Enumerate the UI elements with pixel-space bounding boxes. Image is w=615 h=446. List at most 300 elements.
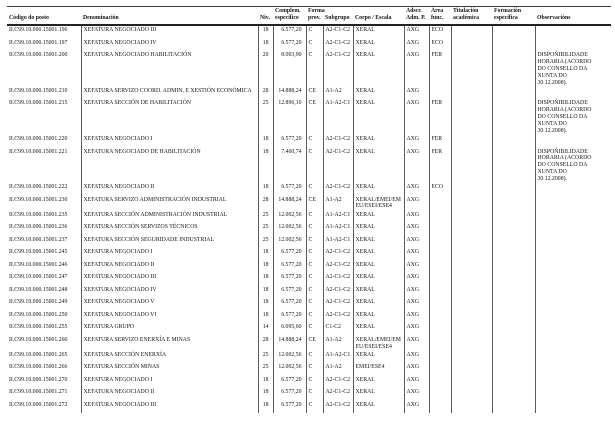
table-header [7, 7, 611, 25]
cell-forma-provision: C [306, 350, 323, 363]
cell-observacions [535, 323, 611, 336]
cell-nivel: 18 [258, 298, 273, 311]
cell-forma-provision: CE [306, 86, 323, 99]
cell-corpo-escala: XERAL [353, 400, 404, 413]
cell-codigo: II.C99.10.000.15001.235 [9, 211, 68, 218]
cell-codigo: II.C99.10.000.15001.271 [9, 389, 68, 396]
table-row [7, 223, 611, 236]
table-row [7, 260, 611, 273]
cell-formacion [492, 335, 535, 350]
cell-subgrupo: A2-C1-C2 [323, 38, 353, 51]
cell-adscricion: AXG [404, 323, 429, 336]
cell-corpo-escala: XERAL [353, 223, 404, 236]
cell-complemento: 6.577,20 [273, 298, 306, 311]
cell-nivel: 18 [258, 310, 273, 323]
cell-subgrupo: A2-C1-C2 [323, 388, 353, 401]
cell-codigo: II.C99.10.000.15001.200 [9, 52, 68, 59]
cell-observacions [535, 195, 611, 210]
cell-forma-provision: C [306, 285, 323, 298]
cell-corpo-escala: XERAL [353, 135, 404, 148]
cell-denominacion: XEFATURA NEGOCIADO II [81, 183, 258, 196]
cell-adscricion: AXG [404, 183, 429, 196]
cell-nivel: 28 [258, 335, 273, 350]
cell-formacion [492, 135, 535, 148]
header-subgrupo: Subgrupo [325, 14, 350, 21]
cell-adscricion: AXG [404, 147, 429, 183]
cell-nivel: 18 [258, 273, 273, 286]
header-denominacion: Denominación [83, 14, 119, 21]
cell-formacion [492, 248, 535, 261]
cell-adscricion: AXG [404, 99, 429, 135]
cell-complemento: 14.888,24 [273, 335, 306, 350]
cell-formacion [492, 285, 535, 298]
cell-titulacion [451, 183, 492, 196]
cell-nivel: 18 [258, 135, 273, 148]
cell-titulacion [451, 135, 492, 148]
cell-adscricion: AXG [404, 375, 429, 388]
cell-area-funcional [429, 223, 451, 236]
cell-titulacion [451, 363, 492, 376]
cell-area-funcional [429, 388, 451, 401]
cell-formacion [492, 400, 535, 413]
cell-forma-provision: C [306, 400, 323, 413]
cell-subgrupo: C1-C2 [323, 323, 353, 336]
cell-formacion [492, 375, 535, 388]
cell-subgrupo: A1-A2-C1 [323, 210, 353, 223]
cell-nivel: 18 [258, 285, 273, 298]
cell-complemento: 14.888,24 [273, 86, 306, 99]
cell-forma-provision: C [306, 135, 323, 148]
table-row [7, 350, 611, 363]
cell-subgrupo: A2-C1-C2 [323, 135, 353, 148]
cell-forma-provision: C [306, 310, 323, 323]
cell-codigo: II.C99.10.000.15001.210 [9, 87, 68, 94]
cell-adscricion: AXG [404, 273, 429, 286]
cell-codigo: II.C99.10.000.15001.250 [9, 311, 68, 318]
cell-titulacion [451, 350, 492, 363]
cell-denominacion: XEFATURA NEGOCIADO V [81, 298, 258, 311]
cell-observacions [535, 86, 611, 99]
cell-formacion [492, 273, 535, 286]
cell-denominacion: XEFATURA NEGOCIADO HABILITACIÓN [81, 51, 258, 87]
cell-corpo-escala: XERAL [353, 86, 404, 99]
cell-adscricion: AXG [404, 298, 429, 311]
cell-observacions [535, 235, 611, 248]
cell-adscricion: AXG [404, 388, 429, 401]
cell-subgrupo: A2-C1-C2 [323, 273, 353, 286]
cell-titulacion [451, 335, 492, 350]
cell-codigo: II.C99.10.000.15001.255 [9, 324, 68, 331]
cell-adscricion: AXG [404, 363, 429, 376]
cell-forma-provision: C [306, 235, 323, 248]
table-row [7, 310, 611, 323]
cell-subgrupo: A1-A2 [323, 363, 353, 376]
cell-codigo: II.C99.10.000.15001.236 [9, 224, 68, 231]
cell-codigo: II.C99.10.000.15001.248 [9, 286, 68, 293]
cell-adscricion: AXG [404, 51, 429, 87]
table-row [7, 195, 611, 210]
header-nivel: Niv. [260, 14, 270, 21]
cell-area-funcional [429, 310, 451, 323]
table-row [7, 25, 611, 39]
cell-codigo: II.C99.10.000.15001.272 [9, 401, 68, 408]
cell-forma-provision: CE [306, 99, 323, 135]
table-row [7, 248, 611, 261]
cell-subgrupo: A2-C1-C2 [323, 375, 353, 388]
cell-forma-provision: C [306, 260, 323, 273]
cell-denominacion: XEFATURA SECCIÓN ENERXÍA [81, 350, 258, 363]
cell-nivel: 20 [258, 51, 273, 87]
cell-subgrupo: A1-A2 [323, 335, 353, 350]
cell-titulacion [451, 285, 492, 298]
cell-codigo: II.C99.10.000.15001.196 [9, 27, 68, 34]
cell-nivel: 14 [258, 323, 273, 336]
cell-codigo: II.C99.10.000.15001.247 [9, 274, 68, 281]
cell-denominacion: XEFATURA NEGOCIADO II [81, 260, 258, 273]
cell-titulacion [451, 260, 492, 273]
cell-corpo-escala: XERAL [353, 25, 404, 39]
cell-titulacion [451, 375, 492, 388]
cell-forma-provision: C [306, 323, 323, 336]
cell-corpo-escala: XERAL [353, 260, 404, 273]
cell-area-funcional: FER [429, 99, 451, 135]
cell-area-funcional [429, 400, 451, 413]
cell-codigo: II.C99.10.000.15001.221 [9, 148, 68, 155]
cell-formacion [492, 260, 535, 273]
table-row [7, 400, 611, 413]
cell-area-funcional [429, 273, 451, 286]
cell-corpo-escala: XERAL [353, 99, 404, 135]
cell-nivel: 25 [258, 235, 273, 248]
cell-observacions [535, 375, 611, 388]
table-row [7, 99, 611, 135]
cell-formacion [492, 323, 535, 336]
cell-denominacion: XEFATURA NEGOCIADO I [81, 135, 258, 148]
cell-nivel: 18 [258, 248, 273, 261]
table-row [7, 285, 611, 298]
cell-corpo-escala: XERAL/EMEI/EMEU/ESEI/ESE4 [353, 195, 404, 210]
header-codigo: Código do posto [9, 14, 49, 21]
cell-observacions [535, 223, 611, 236]
cell-corpo-escala: XERAL [353, 235, 404, 248]
cell-formacion [492, 38, 535, 51]
table-row [7, 183, 611, 196]
cell-observacions [535, 210, 611, 223]
cell-corpo-escala: XERAL [353, 210, 404, 223]
cell-observacions: DISPOÑIBILIDADE HORARIA (ACORDO DO CONSELLO DA XUNTA DO 30.12.2008). [535, 99, 611, 135]
header-corpo-escala: Corpo / Escala [355, 14, 392, 21]
cell-adscricion: AXG [404, 235, 429, 248]
cell-adscricion: AXG [404, 350, 429, 363]
table-row [7, 388, 611, 401]
cell-nivel: 25 [258, 210, 273, 223]
cell-subgrupo: A2-C1-C2 [323, 25, 353, 39]
cell-nivel: 18 [258, 375, 273, 388]
cell-titulacion [451, 38, 492, 51]
cell-area-funcional: FER [429, 135, 451, 148]
cell-forma-provision: C [306, 51, 323, 87]
cell-corpo-escala: XERAL [353, 51, 404, 87]
cell-adscricion: AXG [404, 248, 429, 261]
cell-adscricion: AXG [404, 210, 429, 223]
cell-subgrupo: A1-A2-C1 [323, 99, 353, 135]
cell-nivel: 25 [258, 350, 273, 363]
cell-corpo-escala: XERAL [353, 248, 404, 261]
cell-titulacion [451, 310, 492, 323]
cell-nivel: 28 [258, 86, 273, 99]
cell-codigo: II.C99.10.000.15001.270 [9, 376, 68, 383]
cell-denominacion: XEFATURA NEGOCIADO I [81, 375, 258, 388]
cell-codigo: II.C99.10.000.15001.265 [9, 351, 68, 358]
header-observacions: Observacións [537, 14, 571, 21]
cell-corpo-escala: XERAL [353, 350, 404, 363]
cell-corpo-escala: XERAL/EMEI/EMEU/ESEI/ESE4 [353, 335, 404, 350]
header-formacion: Formación específica [494, 8, 522, 21]
cell-titulacion [451, 195, 492, 210]
cell-subgrupo: A2-C1-C2 [323, 183, 353, 196]
table-row [7, 323, 611, 336]
cell-formacion [492, 51, 535, 87]
cell-adscricion: AXG [404, 285, 429, 298]
cell-corpo-escala: XERAL [353, 298, 404, 311]
table-row [7, 38, 611, 51]
header-titulacion: Titulación académica [453, 8, 480, 21]
cell-area-funcional [429, 298, 451, 311]
cell-titulacion [451, 248, 492, 261]
cell-forma-provision: C [306, 298, 323, 311]
cell-complemento: 6.577,20 [273, 248, 306, 261]
cell-complemento: 6.577,20 [273, 285, 306, 298]
document-page [7, 6, 613, 413]
cell-area-funcional [429, 195, 451, 210]
cell-subgrupo: A2-C1-C2 [323, 260, 353, 273]
cell-nivel: 18 [258, 388, 273, 401]
cell-corpo-escala: XERAL [353, 285, 404, 298]
cell-complemento: 7.460,74 [273, 147, 306, 183]
cell-denominacion: XEFATURA NEGOCIADO IV [81, 38, 258, 51]
cell-observacions [535, 285, 611, 298]
cell-corpo-escala: XERAL [353, 183, 404, 196]
cell-forma-provision: CE [306, 195, 323, 210]
cell-denominacion: XEFATURA SECCIÓN DE HABILITACIÓN [81, 99, 258, 135]
cell-forma-provision: C [306, 210, 323, 223]
cell-denominacion: XEFATURA NEGOCIADO III [81, 273, 258, 286]
cell-subgrupo: A1-A2-C1 [323, 350, 353, 363]
cell-denominacion: XEFATURA NEGOCIADO I [81, 248, 258, 261]
cell-denominacion: XEFATURA NEGOCIADO DE HABILITACIÓN [81, 147, 258, 183]
table-row [7, 210, 611, 223]
cell-area-funcional [429, 323, 451, 336]
cell-nivel: 18 [258, 183, 273, 196]
cell-denominacion: XEFATURA NEGOCIADO IV [81, 285, 258, 298]
cell-denominacion: XEFATURA NEGOCIADO III [81, 25, 258, 39]
rpt-table [7, 6, 611, 413]
cell-codigo: II.C99.10.000.15001.230 [9, 196, 68, 203]
cell-corpo-escala: XERAL [353, 147, 404, 183]
cell-complemento: 14.888,24 [273, 195, 306, 210]
cell-area-funcional [429, 248, 451, 261]
cell-complemento: 6.577,20 [273, 273, 306, 286]
cell-complemento: 6.577,20 [273, 38, 306, 51]
cell-observacions [535, 363, 611, 376]
cell-adscricion: AXG [404, 135, 429, 148]
table-row [7, 135, 611, 148]
cell-denominacion: XEFATURA SERVIZO ENERXÍA E MINAS [81, 335, 258, 350]
cell-area-funcional [429, 335, 451, 350]
cell-corpo-escala: XERAL [353, 38, 404, 51]
cell-titulacion [451, 25, 492, 39]
cell-observacions [535, 350, 611, 363]
cell-codigo: II.C99.10.000.15001.245 [9, 249, 68, 256]
cell-observacions [535, 273, 611, 286]
cell-denominacion: XEFATURA GRUPO [81, 323, 258, 336]
cell-complemento: 12.002,56 [273, 210, 306, 223]
cell-area-funcional: ECO [429, 38, 451, 51]
cell-denominacion: XEFATURA SECCIÓN MINAS [81, 363, 258, 376]
cell-observacions [535, 298, 611, 311]
cell-observacions [535, 25, 611, 39]
table-row [7, 363, 611, 376]
cell-corpo-escala: XERAL [353, 375, 404, 388]
cell-corpo-escala: XERAL [353, 388, 404, 401]
cell-forma-provision: C [306, 273, 323, 286]
cell-denominacion: XEFATURA NEGOCIADO II [81, 388, 258, 401]
cell-observacions [535, 400, 611, 413]
header-adscricion: Adscr. Adm. P. [406, 8, 426, 21]
cell-denominacion: XEFATURA SERVIZO COORD. ADMIN. E XESTIÓN ECONÓMICA [81, 86, 258, 99]
cell-complemento: 6.095,60 [273, 323, 306, 336]
cell-subgrupo: A1-A2 [323, 86, 353, 99]
cell-titulacion [451, 388, 492, 401]
cell-forma-provision: CE [306, 335, 323, 350]
cell-adscricion: AXG [404, 260, 429, 273]
cell-titulacion [451, 273, 492, 286]
cell-area-funcional: FER [429, 147, 451, 183]
cell-forma-provision: C [306, 375, 323, 388]
cell-adscricion: AXG [404, 223, 429, 236]
cell-complemento: 12.002,56 [273, 223, 306, 236]
cell-subgrupo: A1-A2 [323, 195, 353, 210]
cell-area-funcional [429, 285, 451, 298]
cell-area-funcional: ECO [429, 183, 451, 196]
cell-subgrupo: A2-C1-C2 [323, 310, 353, 323]
table-row [7, 86, 611, 99]
cell-observacions [535, 183, 611, 196]
cell-formacion [492, 25, 535, 39]
cell-area-funcional [429, 86, 451, 99]
cell-formacion [492, 235, 535, 248]
cell-formacion [492, 195, 535, 210]
cell-codigo: II.C99.10.000.15001.246 [9, 261, 68, 268]
cell-observacions [535, 135, 611, 148]
cell-titulacion [451, 210, 492, 223]
cell-area-funcional [429, 363, 451, 376]
cell-forma-provision: C [306, 363, 323, 376]
cell-nivel: 18 [258, 400, 273, 413]
cell-nivel: 25 [258, 363, 273, 376]
cell-formacion [492, 388, 535, 401]
cell-nivel: 25 [258, 223, 273, 236]
cell-denominacion: XEFATURA SECCIÓN SERVIZOS TÉCNICOS [81, 223, 258, 236]
cell-codigo: II.C99.10.000.15001.260 [9, 336, 68, 343]
cell-formacion [492, 310, 535, 323]
cell-codigo: II.C99.10.000.15001.215 [9, 100, 68, 107]
cell-codigo: II.C99.10.000.15001.220 [9, 136, 68, 142]
cell-area-funcional [429, 260, 451, 273]
cell-titulacion [451, 86, 492, 99]
cell-subgrupo: A2-C1-C2 [323, 285, 353, 298]
cell-complemento: 12.002,56 [273, 235, 306, 248]
cell-corpo-escala: EMEI/ESE4 [353, 363, 404, 376]
cell-forma-provision: C [306, 223, 323, 236]
cell-forma-provision: C [306, 25, 323, 39]
cell-titulacion [451, 147, 492, 183]
cell-codigo: II.C99.10.000.15001.249 [9, 299, 68, 306]
cell-observacions [535, 310, 611, 323]
cell-subgrupo: A1-A2-C1 [323, 235, 353, 248]
table-row [7, 298, 611, 311]
cell-complemento: 6.577,20 [273, 135, 306, 148]
cell-formacion [492, 298, 535, 311]
cell-adscricion: AXG [404, 195, 429, 210]
cell-area-funcional [429, 375, 451, 388]
cell-area-funcional [429, 210, 451, 223]
cell-nivel: 18 [258, 260, 273, 273]
cell-area-funcional: FER [429, 51, 451, 87]
cell-formacion [492, 86, 535, 99]
cell-denominacion: XEFATURA SERVIZO ADMINISTRACIÓN INDUSTRIAL [81, 195, 258, 210]
table-row [7, 235, 611, 248]
cell-adscricion: AXG [404, 86, 429, 99]
table-row [7, 147, 611, 183]
cell-observacions [535, 335, 611, 350]
cell-formacion [492, 147, 535, 183]
cell-subgrupo: A2-C1-C2 [323, 298, 353, 311]
cell-codigo: II.C99.10.000.15001.237 [9, 236, 68, 243]
header-complemento: Complem. específico [275, 8, 301, 21]
cell-codigo: II.C99.10.000.15001.222 [9, 184, 68, 191]
cell-denominacion: XEFATURA SECCIÓN SEGURIDADE INDUSTRIAL [81, 235, 258, 248]
cell-observacions [535, 388, 611, 401]
cell-nivel: 18 [258, 38, 273, 51]
header-forma-provision: Forma prov. [308, 8, 325, 21]
cell-area-funcional: ECO [429, 25, 451, 39]
cell-formacion [492, 210, 535, 223]
cell-codigo: II.C99.10.000.15001.197 [9, 39, 68, 46]
cell-subgrupo: A2-C1-C2 [323, 147, 353, 183]
cell-denominacion: XEFATURA NEGOCIADO III [81, 400, 258, 413]
cell-nivel: 28 [258, 195, 273, 210]
cell-complemento: 8.003,90 [273, 51, 306, 87]
cell-observacions [535, 260, 611, 273]
cell-formacion [492, 183, 535, 196]
cell-denominacion: XEFATURA SECCIÓN ADMINISTRACIÓN INDUSTRIAL [81, 210, 258, 223]
table-row [7, 335, 611, 350]
cell-nivel: 25 [258, 99, 273, 135]
cell-formacion [492, 223, 535, 236]
cell-forma-provision: C [306, 388, 323, 401]
cell-subgrupo: A2-C1-C2 [323, 400, 353, 413]
cell-subgrupo: A1-A2-C1 [323, 223, 353, 236]
cell-forma-provision: C [306, 183, 323, 196]
cell-codigo: II.C99.10.000.15001.266 [9, 364, 68, 371]
cell-corpo-escala: XERAL [353, 323, 404, 336]
cell-complemento: 6.577,20 [273, 400, 306, 413]
cell-nivel: 18 [258, 147, 273, 183]
cell-observacions [535, 38, 611, 51]
cell-area-funcional [429, 350, 451, 363]
cell-subgrupo: A2-C1-C2 [323, 51, 353, 87]
